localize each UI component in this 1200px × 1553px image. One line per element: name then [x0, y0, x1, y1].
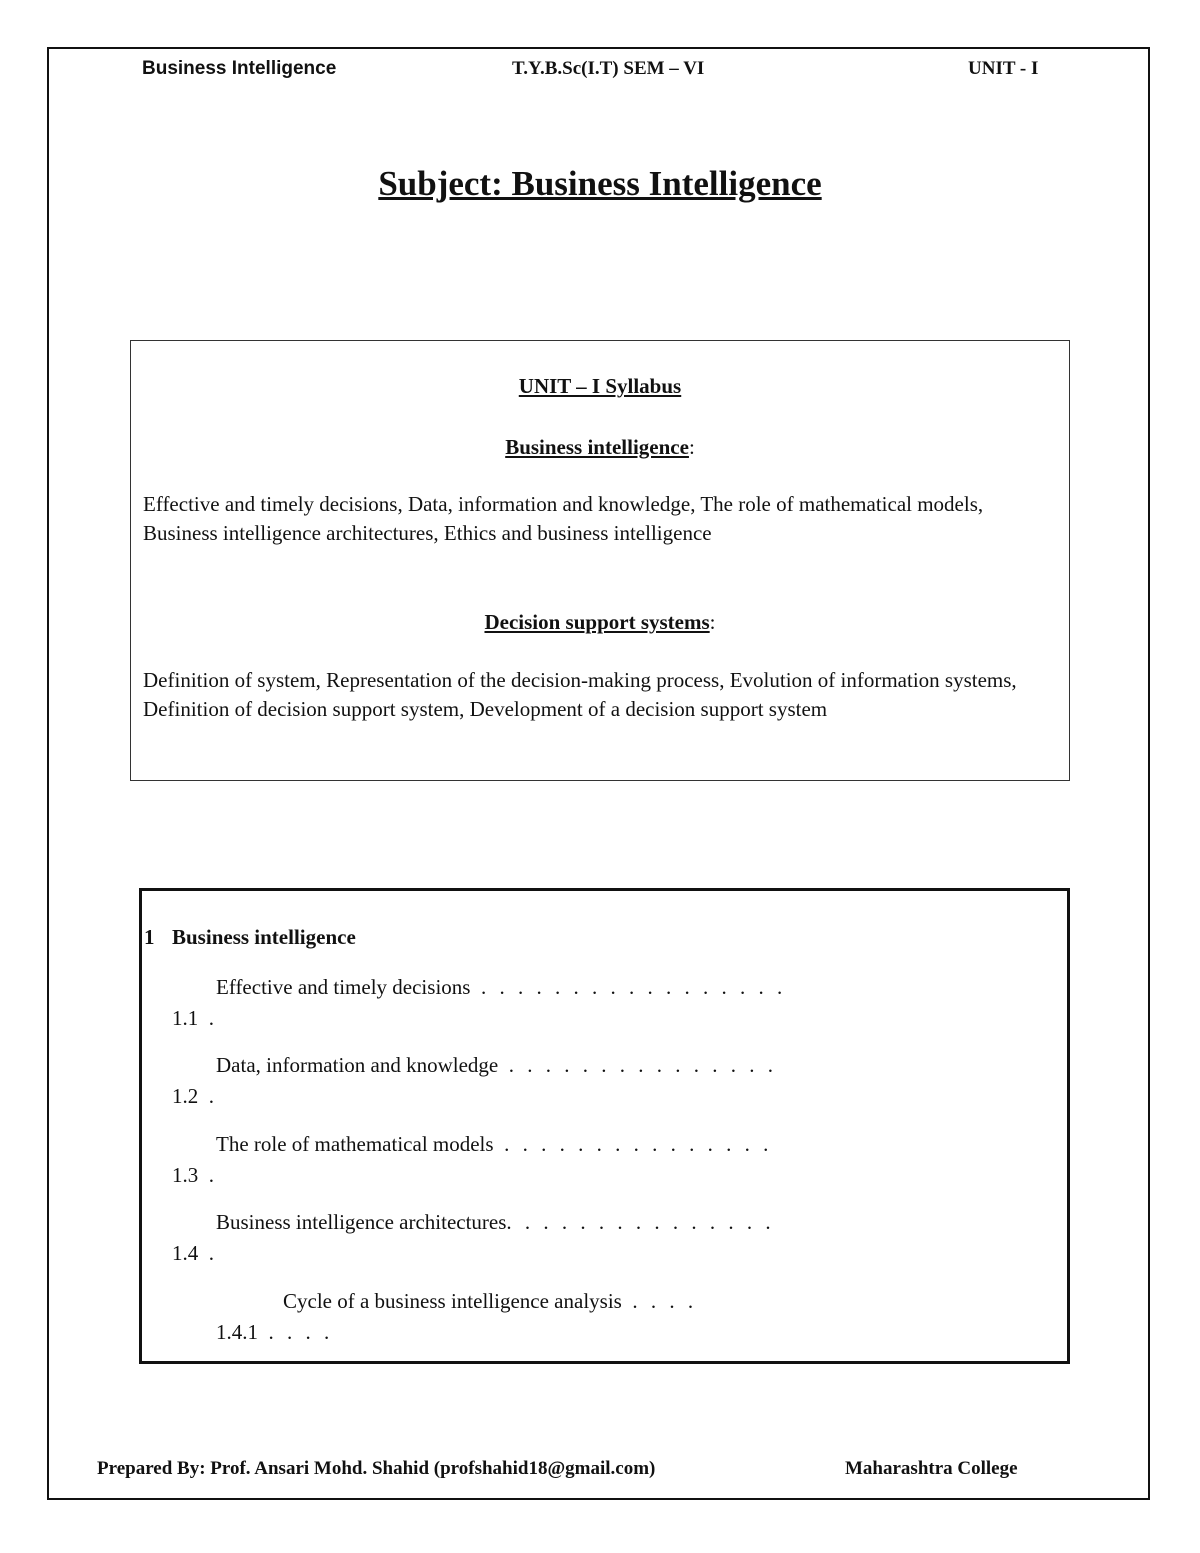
- footer-author: Prepared By: Prof. Ansari Mohd. Shahid (profshahid18@gmail.com): [97, 1458, 656, 1479]
- footer-college: Maharashtra College: [845, 1458, 1018, 1479]
- syllabus-box: [130, 340, 1070, 781]
- section-heading-bi: Business intelligence:: [505, 435, 695, 459]
- header-subject: Business Intelligence: [142, 58, 337, 79]
- header-class: T.Y.B.Sc(I.T) SEM – VI: [512, 58, 705, 79]
- syllabus-heading: UNIT – I Syllabus: [518, 374, 682, 398]
- section-text-dss: Definition of system, Representation of the decision-making process, Evolution of information systems, Definition of decision support system, Development of a decision support system: [143, 668, 1017, 721]
- section-heading-dss: Decision support systems:: [484, 610, 716, 634]
- page-title: Subject: Business Intelligence: [378, 164, 822, 203]
- header-unit: UNIT - I: [968, 58, 1039, 79]
- toc-chapter-heading: 1 Business intelligence: [144, 925, 356, 949]
- table-of-contents: 1 Business intelligence Effective and timely decisions . . . . . . . . . . . . . . . . . 1.1 . Data, information and knowledge . . . . . . . . . . . . . . . 1.2 . The role of mathematical models . . . . . . . . . . . . . . . 1.3 . Business intelligence architectures. . . . . . . . . . . . . . . 1.4 . Cycle of a business intelligence analysis . . . . 1.4.1 . . . .: [139, 888, 1070, 1364]
- section-text-bi: Effective and timely decisions, Data, information and knowledge, The role of mathematical models, Business intelligence architectures, Ethics and business intelligence: [143, 492, 984, 545]
